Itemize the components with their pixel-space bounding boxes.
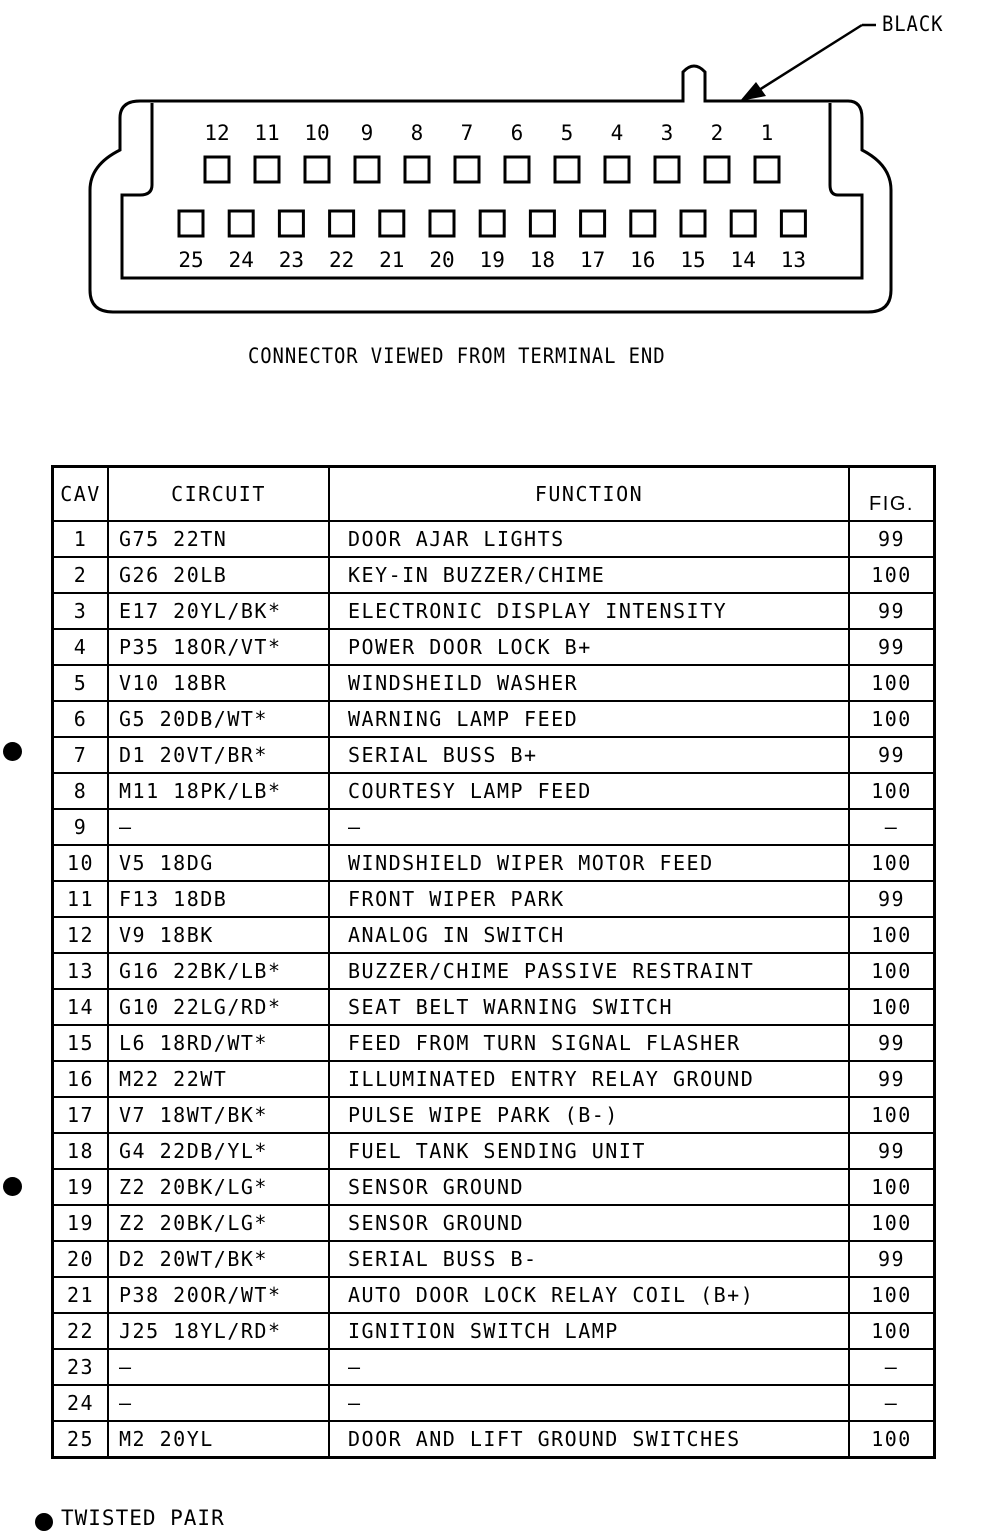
- cell-circuit: —: [108, 809, 329, 845]
- connector-diagram: [0, 0, 1008, 330]
- cavity-21: [380, 211, 404, 236]
- connector-outer-shell: [90, 66, 891, 312]
- table-row: [53, 1421, 935, 1458]
- table-row: [53, 521, 935, 557]
- cell-circuit: L6 18RD/WT*: [108, 1025, 329, 1061]
- cell-function: ANALOG IN SWITCH: [329, 917, 849, 953]
- cell-cav: 9: [53, 809, 109, 845]
- cell-cav: 19: [53, 1169, 109, 1205]
- cavity-number: 8: [410, 121, 424, 145]
- cavity-number: 22: [328, 248, 355, 272]
- cell-function: FUEL TANK SENDING UNIT: [329, 1133, 849, 1169]
- cavity-number: 23: [278, 248, 305, 272]
- cell-circuit: P35 18OR/VT*: [108, 629, 329, 665]
- connector-caption: CONNECTOR VIEWED FROM TERMINAL END: [248, 344, 666, 368]
- cavity-4: [605, 157, 629, 182]
- cell-function: ELECTRONIC DISPLAY INTENSITY: [329, 593, 849, 629]
- cell-fig: 99: [849, 1241, 935, 1277]
- cavity-number: 12: [204, 121, 230, 145]
- cavity-17: [581, 211, 605, 236]
- cavity-number: 16: [630, 248, 656, 272]
- cell-function: SERIAL BUSS B+: [329, 737, 849, 773]
- cell-function: COURTESY LAMP FEED: [329, 773, 849, 809]
- table-row: [53, 629, 935, 665]
- table-row: [53, 665, 935, 701]
- table-row: [53, 881, 935, 917]
- legend-twisted-pair: TWISTED PAIR: [61, 1506, 225, 1530]
- table-row: [53, 1061, 935, 1097]
- cell-circuit: G16 22BK/LB*: [108, 953, 329, 989]
- cell-cav: 16: [53, 1061, 109, 1097]
- cell-cav: 5: [53, 665, 109, 701]
- table-row: [53, 1277, 935, 1313]
- cell-function: WINDSHIELD WIPER MOTOR FEED: [329, 845, 849, 881]
- header-function: FUNCTION: [329, 467, 849, 522]
- cell-function: DOOR AND LIFT GROUND SWITCHES: [329, 1421, 849, 1458]
- table-row: [53, 1133, 935, 1169]
- cell-circuit: V5 18DG: [108, 845, 329, 881]
- cell-function: AUTO DOOR LOCK RELAY COIL (B+): [329, 1277, 849, 1313]
- cell-function: IGNITION SWITCH LAMP: [329, 1313, 849, 1349]
- cavity-number: 9: [360, 121, 374, 145]
- cavity-number: 13: [780, 248, 807, 272]
- cavity-8: [405, 157, 429, 182]
- twisted-pair-dot-icon: [3, 1177, 22, 1196]
- cell-fig: 99: [849, 737, 935, 773]
- header-cav: CAV: [53, 467, 109, 522]
- cavity-10: [305, 157, 329, 182]
- cell-fig: 100: [849, 1421, 935, 1458]
- table-row: [53, 845, 935, 881]
- cell-fig: 100: [849, 1313, 935, 1349]
- cavity-12: [205, 157, 229, 182]
- cell-cav: 18: [53, 1133, 109, 1169]
- table-row: [53, 1169, 935, 1205]
- cell-cav: 25: [53, 1421, 109, 1458]
- cavity-15: [681, 211, 705, 236]
- table-row: [53, 1205, 935, 1241]
- cell-cav: 7: [53, 737, 109, 773]
- cavity-16: [631, 211, 655, 236]
- cell-cav: 8: [53, 773, 109, 809]
- black-pointer-arrow: [748, 25, 862, 97]
- cell-fig: 100: [849, 845, 935, 881]
- cell-fig: 100: [849, 1205, 935, 1241]
- cell-circuit: M2 20YL: [108, 1421, 329, 1458]
- cavity-number: 11: [254, 121, 280, 145]
- cell-fig: 99: [849, 593, 935, 629]
- cavity-number: 24: [228, 248, 254, 272]
- cavity-number: 14: [730, 248, 756, 272]
- table-row: [53, 1097, 935, 1133]
- cell-fig: 99: [849, 629, 935, 665]
- cell-fig: 100: [849, 953, 935, 989]
- cell-circuit: F13 18DB: [108, 881, 329, 917]
- table-row: [53, 1313, 935, 1349]
- table-row: [53, 989, 935, 1025]
- table-row: [53, 953, 935, 989]
- cavity-7: [455, 157, 479, 182]
- cell-fig: 99: [849, 1061, 935, 1097]
- cell-function: —: [329, 1349, 849, 1385]
- connector-color-label: BLACK: [882, 12, 944, 36]
- cell-fig: 100: [849, 665, 935, 701]
- cavity-number: 21: [379, 248, 405, 272]
- twisted-pair-dot-icon: [3, 742, 22, 761]
- cell-fig: 99: [849, 1133, 935, 1169]
- cell-cav: 10: [53, 845, 109, 881]
- cavity-2: [705, 157, 729, 182]
- cell-circuit: V10 18BR: [108, 665, 329, 701]
- cavity-23: [279, 211, 303, 236]
- table-row: [53, 917, 935, 953]
- cavity-number: 5: [560, 121, 574, 145]
- cell-cav: 22: [53, 1313, 109, 1349]
- table-row: [53, 773, 935, 809]
- cell-fig: 100: [849, 989, 935, 1025]
- cell-cav: 3: [53, 593, 109, 629]
- cell-fig: 99: [849, 521, 935, 557]
- cell-function: DOOR AJAR LIGHTS: [329, 521, 849, 557]
- cavity-22: [330, 211, 354, 236]
- cell-cav: 20: [53, 1241, 109, 1277]
- cell-fig: 100: [849, 557, 935, 593]
- cell-function: WARNING LAMP FEED: [329, 701, 849, 737]
- cell-circuit: G4 22DB/YL*: [108, 1133, 329, 1169]
- cell-fig: 100: [849, 1169, 935, 1205]
- header-fig: FIG.: [849, 467, 935, 522]
- cavity-number: 10: [304, 121, 330, 145]
- cell-circuit: J25 18YL/RD*: [108, 1313, 329, 1349]
- cell-function: FRONT WIPER PARK: [329, 881, 849, 917]
- cell-fig: 100: [849, 1097, 935, 1133]
- cavity-number: 18: [529, 248, 556, 272]
- cavity-19: [480, 211, 504, 236]
- cell-cav: 2: [53, 557, 109, 593]
- cavity-3: [655, 157, 679, 182]
- cell-circuit: Z2 20BK/LG*: [108, 1169, 329, 1205]
- cavity-number: 17: [579, 248, 606, 272]
- header-circuit: CIRCUIT: [108, 467, 329, 522]
- table-row: [53, 809, 935, 845]
- cell-function: WINDSHEILD WASHER: [329, 665, 849, 701]
- cell-circuit: D2 20WT/BK*: [108, 1241, 329, 1277]
- cell-circuit: V9 18BK: [108, 917, 329, 953]
- cell-fig: 100: [849, 917, 935, 953]
- cavity-number: 6: [510, 121, 524, 145]
- table-row: [53, 1385, 935, 1421]
- cell-circuit: G5 20DB/WT*: [108, 701, 329, 737]
- cell-cav: 15: [53, 1025, 109, 1061]
- cell-cav: 6: [53, 701, 109, 737]
- cell-fig: —: [849, 1349, 935, 1385]
- cell-circuit: —: [108, 1385, 329, 1421]
- cell-circuit: M11 18PK/LB*: [108, 773, 329, 809]
- cell-cav: 4: [53, 629, 109, 665]
- cavity-5: [555, 157, 579, 182]
- cavity-number: 19: [479, 248, 505, 272]
- cavity-20: [430, 211, 454, 236]
- cell-fig: 100: [849, 701, 935, 737]
- cell-fig: 100: [849, 773, 935, 809]
- cell-function: ILLUMINATED ENTRY RELAY GROUND: [329, 1061, 849, 1097]
- table-row: [53, 557, 935, 593]
- cell-cav: 1: [53, 521, 109, 557]
- cell-circuit: —: [108, 1349, 329, 1385]
- table-row: [53, 1025, 935, 1061]
- cell-fig: 99: [849, 881, 935, 917]
- cell-circuit: Z2 20BK/LG*: [108, 1205, 329, 1241]
- cell-circuit: M22 22WT: [108, 1061, 329, 1097]
- cell-function: SEAT BELT WARNING SWITCH: [329, 989, 849, 1025]
- cell-function: —: [329, 1385, 849, 1421]
- cell-cav: 17: [53, 1097, 109, 1133]
- cavity-14: [731, 211, 755, 236]
- cavity-13: [781, 211, 805, 236]
- cell-circuit: P38 20OR/WT*: [108, 1277, 329, 1313]
- legend: [35, 1506, 225, 1530]
- cell-function: SENSOR GROUND: [329, 1205, 849, 1241]
- cell-cav: 14: [53, 989, 109, 1025]
- cavity-number: 4: [610, 121, 624, 145]
- table-row: [53, 1349, 935, 1385]
- cell-cav: 24: [53, 1385, 109, 1421]
- cavity-number: 25: [178, 248, 204, 272]
- cell-fig: 99: [849, 1025, 935, 1061]
- cell-function: POWER DOOR LOCK B+: [329, 629, 849, 665]
- cell-circuit: G26 20LB: [108, 557, 329, 593]
- cavity-number: 1: [760, 121, 774, 145]
- table-row: [53, 1241, 935, 1277]
- cavity-25: [179, 211, 203, 236]
- cavity-9: [355, 157, 379, 182]
- cell-function: BUZZER/CHIME PASSIVE RESTRAINT: [329, 953, 849, 989]
- cell-cav: 13: [53, 953, 109, 989]
- table-row: [53, 737, 935, 773]
- cavity-number: 3: [660, 121, 674, 145]
- cell-circuit: D1 20VT/BR*: [108, 737, 329, 773]
- cell-fig: —: [849, 1385, 935, 1421]
- cell-function: —: [329, 809, 849, 845]
- cell-cav: 11: [53, 881, 109, 917]
- cavity-11: [255, 157, 279, 182]
- cell-function: PULSE WIPE PARK (B-): [329, 1097, 849, 1133]
- cell-cav: 19: [53, 1205, 109, 1241]
- cavity-24: [229, 211, 253, 236]
- cell-function: SENSOR GROUND: [329, 1169, 849, 1205]
- cavity-number: 7: [460, 121, 474, 145]
- table-row: [53, 593, 935, 629]
- cell-circuit: E17 20YL/BK*: [108, 593, 329, 629]
- cell-cav: 21: [53, 1277, 109, 1313]
- cavity-6: [505, 157, 529, 182]
- arrow-head: [740, 82, 766, 101]
- cell-function: KEY-IN BUZZER/CHIME: [329, 557, 849, 593]
- cell-fig: —: [849, 809, 935, 845]
- cell-function: FEED FROM TURN SIGNAL FLASHER: [329, 1025, 849, 1061]
- pinout-table: [51, 465, 936, 1459]
- cell-fig: 100: [849, 1277, 935, 1313]
- cell-circuit: G75 22TN: [108, 521, 329, 557]
- table-row: [53, 701, 935, 737]
- cell-function: SERIAL BUSS B-: [329, 1241, 849, 1277]
- cell-circuit: G10 22LG/RD*: [108, 989, 329, 1025]
- cell-cav: 23: [53, 1349, 109, 1385]
- table-header-row: [53, 467, 935, 522]
- cavity-18: [530, 211, 554, 236]
- twisted-pair-dot-icon: [35, 1513, 53, 1531]
- cavity-number: 15: [680, 248, 706, 272]
- cell-circuit: V7 18WT/BK*: [108, 1097, 329, 1133]
- cavity-number: 20: [429, 248, 455, 272]
- cavity-1: [755, 157, 779, 182]
- cell-cav: 12: [53, 917, 109, 953]
- cavity-number: 2: [710, 121, 724, 145]
